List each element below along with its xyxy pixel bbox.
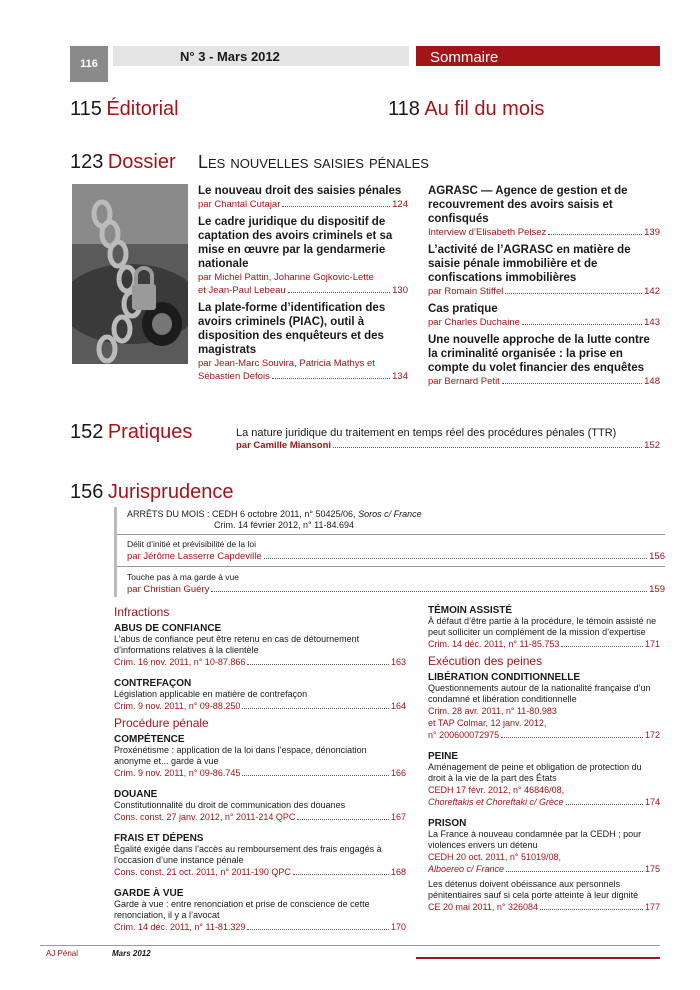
article-author: Interview d’Elisabeth Pelsez 139 [428, 227, 660, 238]
entry-category: LIBÉRATION CONDITIONNELLE [428, 672, 581, 683]
entry-category: PRISON [428, 818, 467, 829]
entry-category: CONTREFAÇON [114, 678, 192, 689]
entry-ref: Crim. 14 déc. 2011, n° 11-85.753 171 [428, 639, 660, 649]
section-title: Sommaire [430, 49, 499, 66]
entry-ref: Crim. 14 déc. 2011, n° 11-81.329 170 [114, 922, 406, 932]
article-author: par Bernard Petit 148 [428, 376, 660, 387]
entry-ref-line: CEDH 17 févr. 2012, n° 46846/08, [428, 785, 565, 795]
article-author-line1: par Michel Pattin, Johanne Gojkovic-Lette [198, 272, 374, 283]
entry-desc: À défaut d’être partie à la procédure, le témoin assisté ne peut solliciter un complément de la mission d’expertise [428, 616, 657, 637]
entry[interactable] [428, 751, 660, 808]
juris-heading[interactable] [70, 481, 233, 504]
article-title: La plate-forme d’identification des avoirs criminels (PIAC), outil à disposition des enquêteurs et des magistrats [198, 302, 386, 356]
entry-ref: CE 20 mai 2011, n° 326084 177 [428, 902, 660, 912]
juris-item[interactable] [127, 571, 665, 596]
execution-heading: Exécution des peines [428, 654, 543, 668]
entry-ref: Choreftakis et Choreftaki c/ Grèce 174 [428, 797, 660, 807]
entry[interactable] [114, 623, 406, 668]
entry-ref: Cons. const. 21 oct. 2011, n° 2011-190 QPC 168 [114, 867, 406, 877]
entry-desc: L’abus de confiance peut être retenu en cas de détournement d’informations relatives à la clientèle [114, 634, 360, 655]
pratiques-num: 152 [70, 421, 104, 443]
article-title: Une nouvelle approche de la lutte contre la criminalité organisée : la prise en compte du volet financier des enquêtes [428, 334, 650, 374]
arrets-line1: ARRÊTS DU MOIS : CEDH 6 octobre 2011, n° 50425/06, Soros c/ France [127, 509, 422, 519]
right-column [428, 605, 660, 913]
arrets-line2: Crim. 14 février 2012, n° 11-84.694 [214, 520, 355, 530]
entry-desc: Les détenus doivent obéissance aux personnels pénitentiaires sauf si cela porte atteinte à leur dignité [428, 879, 639, 900]
editorial-num: 115 [70, 98, 102, 120]
entry[interactable] [428, 818, 660, 875]
article-author: par Chantal Cutajar 124 [198, 199, 408, 210]
article-page: 152 [644, 440, 660, 451]
entry-desc: La France à nouveau condamnée par la CEDH ; pour violences envers un détenu [428, 829, 642, 850]
juris-item-author: par Jérôme Lasserre Capdeville 156 [127, 551, 665, 562]
divider [117, 566, 665, 567]
entry-ref: Crim. 9 nov. 2011, n° 09-86.745 166 [114, 768, 406, 778]
article-item[interactable] [428, 243, 660, 298]
entry-category: COMPÉTENCE [114, 734, 185, 745]
juris-item[interactable] [127, 538, 665, 563]
article-page: 134 [392, 371, 408, 382]
entry[interactable] [114, 888, 406, 933]
entry[interactable] [428, 879, 660, 913]
filmois-heading[interactable] [388, 98, 544, 121]
article-author: par Romain Stiffel 142 [428, 286, 660, 297]
article-item[interactable] [198, 184, 408, 211]
left-column [114, 605, 406, 933]
arrets-box [114, 507, 665, 597]
article-title: Le cadre juridique du dispositif de captation des avoirs criminels et sa mise en œuvre par la gendarmerie nationale [198, 216, 393, 270]
juris-item-title: Touche pas à ma garde à vue [127, 572, 239, 582]
article-page: 139 [644, 227, 660, 238]
article-title: AGRASC — Agence de gestion et de recouvrement des avoirs saisis et confisqués [428, 185, 628, 225]
juris-num: 156 [70, 481, 104, 503]
entry-ref: Cons. const. 27 janv. 2012, n° 2011-214 QPC 167 [114, 812, 406, 822]
pratiques-heading[interactable] [70, 421, 192, 444]
editorial-title: Éditorial [106, 98, 179, 120]
article-author: par Charles Duchaine 143 [428, 317, 660, 328]
article-page: 143 [644, 317, 660, 328]
article-item[interactable] [428, 333, 660, 388]
issue-label: N° 3 - Mars 2012 [180, 49, 280, 64]
procedure-heading: Procédure pénale [114, 716, 209, 730]
article-author: par Camille Miansoni 152 [236, 440, 660, 451]
dossier-photo [72, 184, 188, 364]
entry-ref: Crim. 16 nov. 2011, n° 10-87.866 163 [114, 657, 406, 667]
article-title: Cas pratique [428, 303, 498, 315]
entry[interactable] [428, 672, 660, 741]
entry-category: TÉMOIN ASSISTÉ [428, 605, 513, 616]
entry[interactable] [114, 678, 406, 712]
article-page: 148 [644, 376, 660, 387]
entry-category: ABUS DE CONFIANCE [114, 623, 222, 634]
pratiques-title: Pratiques [107, 421, 193, 443]
article-title: L’activité de l’AGRASC en matière de saisie pénale immobilière et de confiscations immobilières [428, 244, 631, 284]
entry-desc: Garde à vue : entre renonciation et prise de conscience de cette renonciation, il y a l’avocat [114, 899, 370, 920]
juris-item-author: par Christian Guéry 159 [127, 584, 665, 595]
infractions-heading: Infractions [114, 605, 170, 619]
footer-red-rule [416, 957, 660, 959]
article-page: 130 [392, 285, 408, 296]
dossier-num: 123 [70, 151, 104, 173]
entry-ref-line: Crim. 28 avr. 2011, n° 11-80.983 [428, 706, 557, 716]
filmois-title: Au fil du mois [424, 98, 545, 120]
dossier-title: Dossier [107, 151, 176, 173]
entry-ref: Crim. 9 nov. 2011, n° 09-88.250 164 [114, 701, 406, 711]
entry-desc: Questionnements autour de la nationalité française d’un condamné et libération conditionnelle [428, 683, 651, 704]
entry-ref: n° 200600072975 172 [428, 730, 660, 740]
article-item[interactable] [428, 184, 660, 239]
article-item[interactable] [198, 215, 408, 297]
juris-item-title: Délit d’initié et prévisibilité de la loi [127, 539, 256, 549]
juris-title: Jurisprudence [107, 481, 234, 503]
entry-category: FRAIS ET DÉPENS [114, 833, 204, 844]
article-author: et Jean-Paul Lebeau 130 [198, 285, 408, 296]
filmois-num: 118 [388, 98, 420, 120]
entry-desc: Proxénétisme : application de la loi dans l’espace, dénonciation anonyme et... garde à vue [114, 745, 367, 766]
entry-desc: Législation applicable en matière de contrefaçon [114, 689, 308, 699]
footer-rule [40, 945, 660, 946]
footer-journal: AJ Pénal [46, 949, 79, 958]
dossier-heading[interactable] [70, 151, 176, 174]
article-item[interactable] [428, 302, 660, 329]
car-chain-lock-image [72, 184, 188, 364]
dossier-subtitle: Les nouvelles saisies pénales [198, 152, 429, 172]
entry-ref: Alboereo c/ France 175 [428, 864, 660, 874]
entry-category: GARDE À VUE [114, 888, 184, 899]
article-title: Le nouveau droit des saisies pénales [198, 185, 402, 197]
article-page: 142 [644, 286, 660, 297]
article-author: Sébastien Defois 134 [198, 371, 408, 382]
article-author-line1: par Jean-Marc Souvira, Patricia Mathys et [198, 358, 375, 369]
entry[interactable] [114, 734, 406, 779]
divider [117, 534, 665, 535]
article-title: La nature juridique du traitement en temps réel des procédures pénales (TTR) [236, 427, 617, 439]
dossier-left-articles [198, 184, 408, 383]
entry-category: DOUANE [114, 789, 158, 800]
editorial-heading[interactable] [70, 98, 179, 121]
entry[interactable] [114, 789, 406, 823]
entry-category: PEINE [428, 751, 459, 762]
entry[interactable] [428, 605, 660, 650]
dossier-right-articles [428, 184, 660, 388]
footer-date: Mars 2012 [112, 949, 151, 958]
entry-desc: Égalité exigée dans l’accès au remboursement des frais engagés à l’occasion d’une instance pénale [114, 844, 382, 865]
article-item[interactable] [198, 301, 408, 383]
article-page: 124 [392, 199, 408, 210]
entry[interactable] [114, 833, 406, 878]
entry-desc: Aménagement de peine et obligation de protection du droit à la vie de la part des États [428, 762, 642, 783]
pratiques-article[interactable] [236, 427, 660, 452]
entry-ref-line: CEDH 20 oct. 2011, n° 51019/08, [428, 852, 562, 862]
page-number: 116 [70, 46, 108, 82]
entry-desc: Constitutionnalité du droit de communication des douanes [114, 800, 346, 810]
entry-ref-line: et TAP Colmar, 12 janv. 2012, [428, 718, 547, 728]
